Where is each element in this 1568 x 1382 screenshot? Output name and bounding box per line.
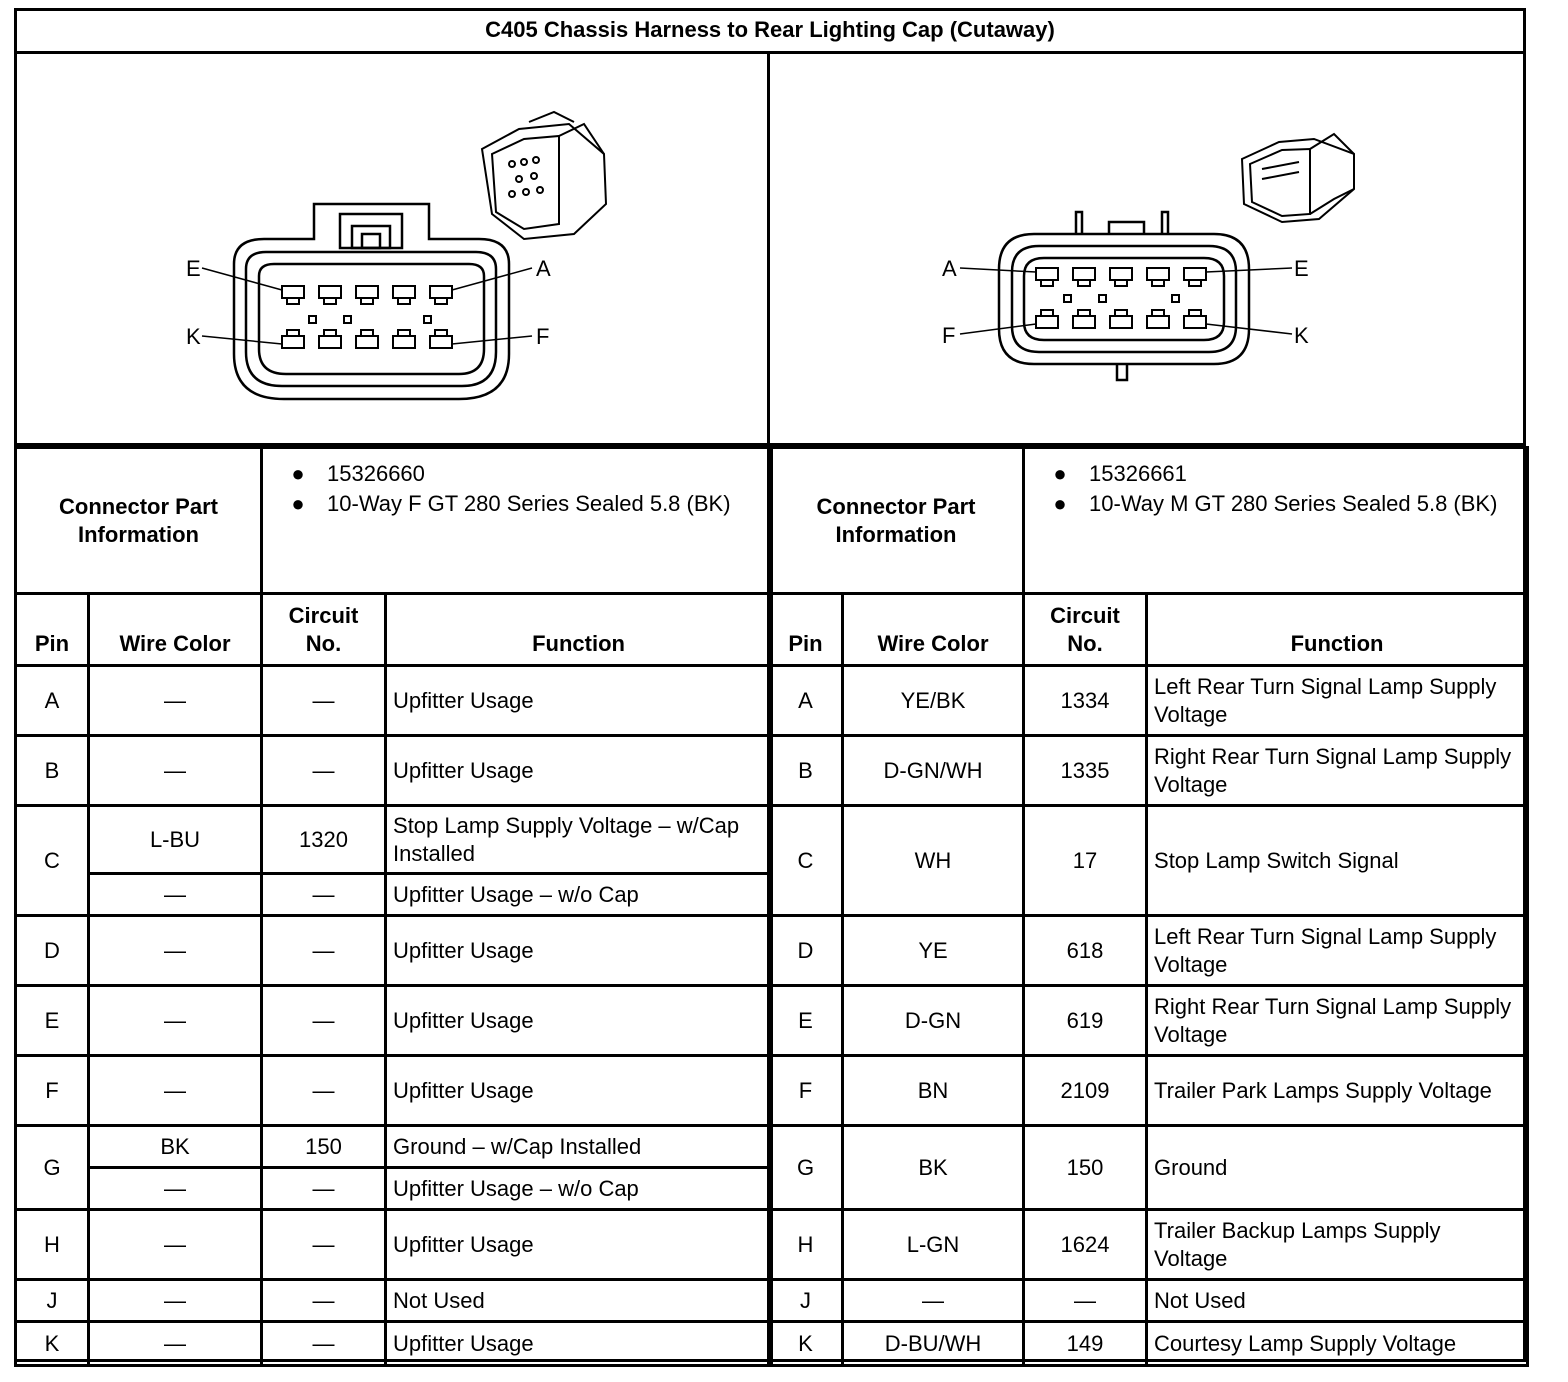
left-label-bottom-left: K	[186, 324, 201, 349]
table-cell: —	[1024, 1280, 1147, 1322]
left-leader-lines	[202, 268, 532, 344]
table-row	[16, 806, 772, 874]
right-header-row	[769, 594, 1528, 666]
table-row	[769, 806, 1528, 916]
table-cell: Left Rear Turn Signal Lamp Supply Voltage	[1147, 666, 1528, 736]
right-pinout-table	[767, 446, 1529, 1367]
header-circuit: Circuit No.	[1024, 594, 1147, 666]
table-cell: Not Used	[386, 1280, 772, 1322]
table-cell: Trailer Park Lamps Supply Voltage	[1147, 1056, 1528, 1126]
table-cell: BN	[843, 1056, 1024, 1126]
right-label-top-right: E	[1294, 256, 1309, 281]
page-title: C405 Chassis Harness to Rear Lighting Cap (Cutaway)	[14, 8, 1526, 54]
table-cell: Left Rear Turn Signal Lamp Supply Voltage	[1147, 916, 1528, 986]
header-wire-color: Wire Color	[843, 594, 1024, 666]
right-info-item: ● 15326661	[1053, 461, 1187, 486]
right-label-bottom-left: F	[942, 323, 956, 348]
table-row	[769, 986, 1528, 1056]
table-cell: —	[89, 1280, 262, 1322]
left-connector-face	[234, 204, 509, 399]
table-cell: —	[262, 916, 386, 986]
table-cell: D-GN/WH	[843, 736, 1024, 806]
table-cell: 1320	[262, 806, 386, 874]
right-pin-cavities	[1036, 268, 1206, 328]
table-cell: —	[89, 1168, 262, 1210]
table-cell: B	[16, 736, 89, 806]
table-row	[16, 874, 772, 916]
table-cell: —	[262, 1056, 386, 1126]
left-info-item: ● 10-Way F GT 280 Series Sealed 5.8 (BK)	[291, 491, 731, 516]
table-cell: —	[89, 1322, 262, 1366]
table-row	[16, 1280, 772, 1322]
table-cell: C	[769, 806, 843, 916]
table-cell: —	[262, 1168, 386, 1210]
table-cell: 1624	[1024, 1210, 1147, 1280]
table-cell: YE	[843, 916, 1024, 986]
left-info-label: Connector Part Information	[16, 448, 262, 594]
table-cell: BK	[843, 1126, 1024, 1210]
table-cell: B	[769, 736, 843, 806]
table-cell: —	[89, 874, 262, 916]
table-cell: Stop Lamp Switch Signal	[1147, 806, 1528, 916]
table-cell: H	[16, 1210, 89, 1280]
left-header-row	[16, 594, 772, 666]
table-cell: A	[16, 666, 89, 736]
table-cell: 150	[262, 1126, 386, 1168]
table-cell: 150	[1024, 1126, 1147, 1210]
table-cell: 149	[1024, 1322, 1147, 1366]
table-row	[16, 1210, 772, 1280]
table-cell: Courtesy Lamp Supply Voltage	[1147, 1322, 1528, 1366]
table-cell: —	[89, 1210, 262, 1280]
table-cell: 1334	[1024, 666, 1147, 736]
table-cell: WH	[843, 806, 1024, 916]
table-cell: L-GN	[843, 1210, 1024, 1280]
table-cell: —	[89, 666, 262, 736]
table-cell: Upfitter Usage	[386, 666, 772, 736]
table-cell: —	[843, 1280, 1024, 1322]
table-cell: H	[769, 1210, 843, 1280]
connector-diagrams	[14, 54, 1526, 446]
table-row	[16, 916, 772, 986]
table-cell: 2109	[1024, 1056, 1147, 1126]
table-row	[769, 1210, 1528, 1280]
table-cell: Not Used	[1147, 1280, 1528, 1322]
right-info-label: Connector Part Information	[769, 448, 1024, 594]
right-label-bottom-right: K	[1294, 323, 1309, 348]
table-cell: Right Rear Turn Signal Lamp Supply Voltage	[1147, 986, 1528, 1056]
table-row	[769, 1322, 1528, 1366]
table-cell: F	[16, 1056, 89, 1126]
table-cell: K	[16, 1322, 89, 1366]
table-cell: A	[769, 666, 843, 736]
table-row	[16, 986, 772, 1056]
table-row	[769, 1126, 1528, 1210]
table-cell: —	[262, 1210, 386, 1280]
left-label-top-left: E	[186, 256, 201, 281]
table-cell: Upfitter Usage	[386, 736, 772, 806]
table-cell: F	[769, 1056, 843, 1126]
table-cell: Ground – w/Cap Installed	[386, 1126, 772, 1168]
table-cell: —	[89, 916, 262, 986]
table-cell: C	[16, 806, 89, 916]
table-cell: Upfitter Usage – w/o Cap	[386, 1168, 772, 1210]
table-cell: L-BU	[89, 806, 262, 874]
header-function: Function	[1147, 594, 1528, 666]
table-cell: 619	[1024, 986, 1147, 1056]
table-cell: —	[262, 986, 386, 1056]
table-cell: J	[16, 1280, 89, 1322]
table-cell: Upfitter Usage	[386, 1210, 772, 1280]
table-cell: —	[262, 736, 386, 806]
table-row	[769, 1056, 1528, 1126]
connector-diagram-svg	[14, 54, 1526, 446]
table-cell: YE/BK	[843, 666, 1024, 736]
table-row	[16, 1056, 772, 1126]
table-row	[769, 666, 1528, 736]
table-cell: Ground	[1147, 1126, 1528, 1210]
table-cell: 618	[1024, 916, 1147, 986]
right-info-item: ● 10-Way M GT 280 Series Sealed 5.8 (BK)	[1053, 491, 1498, 516]
left-info-item: ● 15326660	[291, 461, 425, 486]
right-leader-lines	[960, 268, 1292, 334]
header-function: Function	[386, 594, 772, 666]
header-circuit: Circuit No.	[262, 594, 386, 666]
table-cell: E	[769, 986, 843, 1056]
left-info-row	[16, 448, 772, 594]
left-connector-thumbnail	[482, 112, 606, 239]
table-cell: 1335	[1024, 736, 1147, 806]
table-cell: D-BU/WH	[843, 1322, 1024, 1366]
table-row	[16, 1126, 772, 1168]
table-cell: Upfitter Usage	[386, 1322, 772, 1366]
table-cell: Trailer Backup Lamps Supply Voltage	[1147, 1210, 1528, 1280]
table-cell: E	[16, 986, 89, 1056]
header-pin: Pin	[769, 594, 843, 666]
table-cell: Stop Lamp Supply Voltage – w/Cap Installed	[386, 806, 772, 874]
table-cell: G	[16, 1126, 89, 1210]
table-row	[16, 736, 772, 806]
right-info-row	[769, 448, 1528, 594]
table-cell: D	[16, 916, 89, 986]
table-cell: J	[769, 1280, 843, 1322]
table-row	[769, 1280, 1528, 1322]
table-cell: Upfitter Usage – w/o Cap	[386, 874, 772, 916]
right-connector-face	[999, 212, 1249, 380]
left-pin-cavities	[282, 286, 452, 348]
table-cell: —	[89, 1056, 262, 1126]
table-cell: G	[769, 1126, 843, 1210]
left-label-top-right: A	[536, 256, 551, 281]
table-cell: BK	[89, 1126, 262, 1168]
table-row	[16, 666, 772, 736]
right-info-cell	[1024, 448, 1528, 594]
right-label-top-left: A	[942, 256, 957, 281]
table-row	[16, 1322, 772, 1366]
table-cell: —	[262, 1280, 386, 1322]
table-cell: Right Rear Turn Signal Lamp Supply Voltage	[1147, 736, 1528, 806]
table-row	[769, 916, 1528, 986]
header-wire-color: Wire Color	[89, 594, 262, 666]
table-cell: 17	[1024, 806, 1147, 916]
table-row	[769, 736, 1528, 806]
table-cell: —	[89, 986, 262, 1056]
table-cell: D	[769, 916, 843, 986]
table-cell: —	[89, 736, 262, 806]
left-pinout-table	[14, 446, 773, 1367]
table-cell: —	[262, 1322, 386, 1366]
left-label-bottom-right: F	[536, 324, 550, 349]
header-pin: Pin	[16, 594, 89, 666]
table-cell: Upfitter Usage	[386, 986, 772, 1056]
left-info-cell	[262, 448, 772, 594]
table-cell: —	[262, 874, 386, 916]
table-cell: —	[262, 666, 386, 736]
table-cell: Upfitter Usage	[386, 1056, 772, 1126]
table-cell: D-GN	[843, 986, 1024, 1056]
table-cell: K	[769, 1322, 843, 1366]
table-cell: Upfitter Usage	[386, 916, 772, 986]
table-row	[16, 1168, 772, 1210]
right-connector-thumbnail	[1242, 134, 1354, 222]
